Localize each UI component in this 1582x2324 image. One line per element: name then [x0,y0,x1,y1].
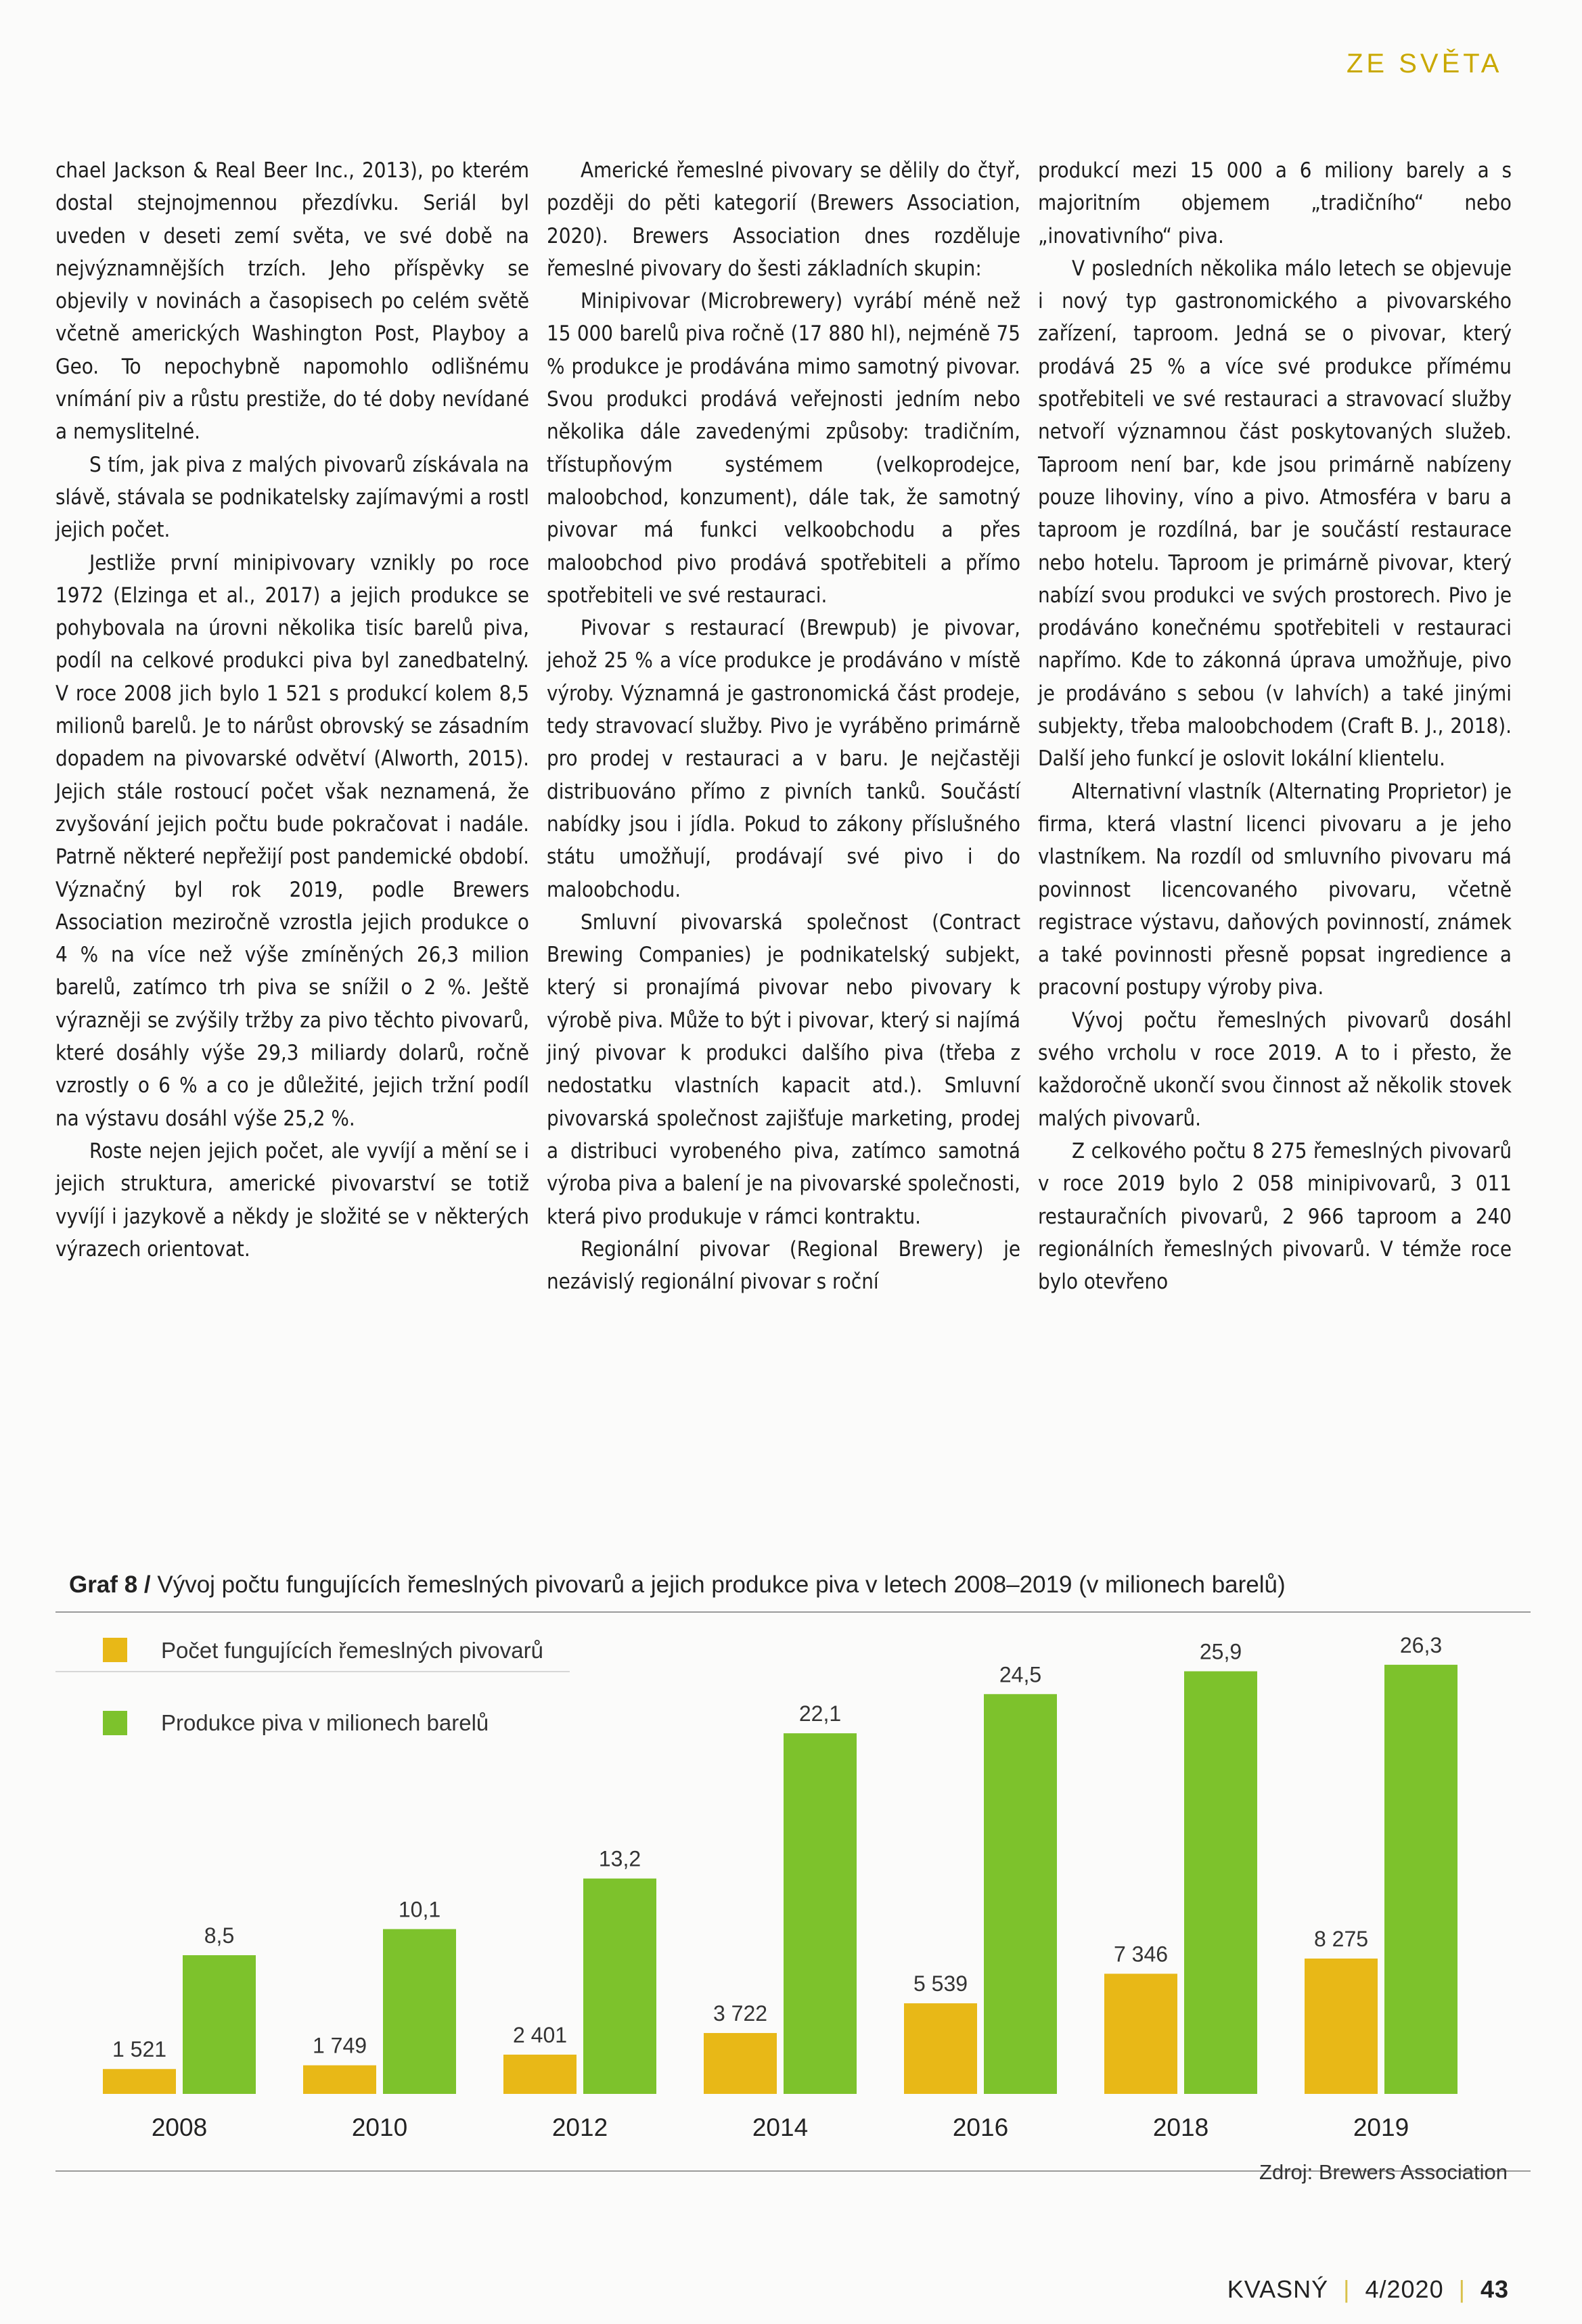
paragraph: Pivovar s restaurací (Brewpub) je pivovar, jehož 25 % a více produkce je prodáváno v místě výroby. Významná je gastronomická část prodeje, tedy stravovací služby. Pivo je vyráběno primárně pro prodej v restauraci a v baru. Je nejčastěji distribuováno přímo z pivních tanků. Součástí nabídky jsou i jídla. Pokud to zákony příslušného státu umožňují, prodávají své pivo i do maloobchodu. [547,616,1020,902]
bar-count [503,2055,577,2094]
data-label-production: 24,5 [999,1662,1042,1687]
x-tick-label: 2016 [952,2114,1009,2141]
bar-count [704,2033,777,2094]
paragraph: V posledních několika málo letech se objevuje i nový typ gastronomického a pivovarského zařízení, taproom. Jedná se o pivovar, který prodává 25 % a více své produkce přímému spotřebiteli ve své restauraci a stravovací služby netvoří významnou část poskytovaných služeb. Taproom není bar, kde jsou primárně nabízeny pouze lihoviny, víno a pivo. Atmosféra v baru a taproom je rozdílná, bar je součástí restaurace nebo hotelu. Taproom je primárně pivovar, který nabízí svou produkci ve svých prostorech. Pivo je prodáváno konečnému spotřebiteli v restauraci napřímo. Kde to zákonná úprava umožňuje, pivo je prodáváno s sebou (v lahvích) a také jinými subjekty, třeba maloobchodem (Craft B. J., 2018). Další jeho funkcí je oslovit lokální klientelu. [1038,256,1512,772]
section-tag: ZE SVĚTA [1347,49,1503,79]
data-label-count: 5 539 [913,1971,968,1996]
legend-swatch-production [103,1711,127,1735]
paragraph: produkcí mezi 15 000 a 6 miliony barely a s majoritním objemem „tradičního“ nebo „inovativního“ piva. [1038,158,1512,248]
paragraph: Regionální pivovar (Regional Brewery) je nezávislý regionální pivovar s roční [547,1236,1020,1295]
data-label-count: 2 401 [512,2022,568,2047]
data-label-production: 13,2 [598,1846,641,1871]
paragraph: Americké řemeslné pivovary se dělily do čtyř, později do pěti kategorií (Brewers Association, 2020). Brewers Association dnes rozděluje řemeslné pivovary do šesti základních skupin: [547,158,1020,281]
legend-swatch-count [103,1638,127,1662]
bar-production [1184,1672,1257,2094]
bar-count [904,2003,977,2094]
paragraph: Smluvní pivovarská společnost (Contract Brewing Companies) je podnikatelský subjekt, který si pronajímá pivovar nebo pivovary k výrobě piva. Může to být i pivovar, který si najímá jiný pivovar k produkci dalšího piva (třeba z nedostatku vlastních kapacit atd.). Smluvní pivovarská společnost zajišťuje marketing, prodej a distribuci vyrobeného piva, zatímco samotná výroba piva a balení je na pivovarské společnosti, která pivo produkuje v rámci kontraktu. [547,910,1020,1229]
issue-number: 4/2020 [1365,2275,1444,2303]
x-tick-label: 2012 [551,2114,608,2141]
paragraph: Alternativní vlastník (Alternating Proprietor) je firma, která vlastní licenci pivovaru a je jeho vlastníkem. Na rozdíl od smluvního pivovaru má povinnost licencovaného pivovaru, včetně registrace výstavu, daňových povinností, známek a také povinnosti přesně popsat ingredience a pracovní postupy výroby piva. [1038,779,1512,1000]
bar-production [183,1955,256,2094]
paragraph: Roste nejen jejich počet, ale vyvíjí a mění se i jejich struktura, americké pivovarství se totiž vyvíjí i jazykově a někdy je složité se v některých výrazech orientovat. [55,1138,529,1261]
footer-separator: | [1458,2275,1466,2303]
text-column-1 [55,154,529,1266]
x-tick-label: 2008 [151,2114,208,2141]
paragraph: Minipivovar (Microbrewery) vyrábí méně než 15 000 barelů piva ročně (17 880 hl), nejméně 75 % produkce je prodávána mimo samotný pivovar. Svou produkci prodává veřejnosti jedním nebo několika dále zavedenými způsoby: tradičním, třístupňovým systémem (velkoprodejce, maloobchod, konzument), dále tak, že samotný pivovar má funkci velkoobchodu a přes maloobchod pivo prodává spotřebiteli a přímo spotřebiteli ve své restauraci. [547,289,1020,608]
paragraph: Jestliže první minipivovary vznikly po roce 1972 (Elzinga et al., 2017) a jejich produkce se pohybovala na úrovni několika tisíc barelů piva, podíl na celkové produkci piva byl zanedbatelný. V roce 2008 jich bylo 1 521 s produkcí kolem 8,5 milionů barelů. Je to nárůst obrovský se zásadním dopadem na pivovarské odvětví (Alworth, 2015). Jejich stále rostoucí počet však neznamená, že zvyšování jejich počtu bude pokračovat i nadále. Patrně některé nepřežijí post pandemické období. Význačný byl rok 2019, podle Brewers Association meziročně vzrostla jejich produkce o 4 % na více než výše zmíněných 26,3 milion barelů, zatímco trh piva se snížil o 2 %. Ještě výrazněji se zvýšily tržby za pivo těchto pivovarů, které dosáhly výše 29,3 miliardy dolarů, ročně vzrostly o 6 % a co je důležité, jejich tržní podíl na výstavu dosáhl výše 25,2 %. [55,550,529,1131]
paragraph: Vývoj počtu řemeslných pivovarů dosáhl svého vrcholu v roce 2019. A to i přesto, že každoročně ukončí svou činnost až několik stovek malých pivovarů. [1038,1008,1512,1131]
data-label-count: 7 346 [1113,1942,1169,1967]
footer-separator: | [1343,2275,1351,2303]
data-label-count: 1 749 [312,2033,367,2058]
paragraph: S tím, jak piva z malých pivovarů získávala na slávě, stávala se podnikatelsky zajímavými a rostl jejich počet. [55,452,529,543]
data-label-count: 3 722 [713,2001,768,2026]
data-label-production: 8,5 [204,1923,235,1948]
data-label-production: 25,9 [1199,1639,1242,1664]
page-footer [1227,2275,1509,2304]
bar-production [383,1929,456,2094]
chart-number: Graf 8 / [69,1571,151,1598]
x-tick-label: 2018 [1152,2114,1209,2141]
x-tick-label: 2010 [351,2114,408,2141]
chart-title-text: Vývoj počtu fungujících řemeslných pivovarů a jejich produkce piva v letech 2008–2019 (v milionech barelů) [157,1571,1286,1598]
chart-source: Zdroj: Brewers Association [1259,2160,1508,2184]
bar-production [1384,1665,1457,2094]
x-tick-label: 2014 [752,2114,809,2141]
bar-count [1104,1973,1177,2094]
bar-chart [55,1611,1531,2172]
bar-production [984,1694,1057,2094]
text-column-3 [1038,154,1512,1298]
text-column-2 [547,154,1020,1298]
chart-title [69,1571,1286,1599]
paragraph: Z celkového počtu 8 275 řemeslných pivovarů v roce 2019 bylo 2 058 minipivovarů, 3 011 restauračních pivovarů, 2 966 taproom a 240 regionálních řemeslných pivovarů. V témže roce bylo otevřeno [1038,1138,1512,1295]
page-number: 43 [1480,2275,1509,2303]
data-label-production: 10,1 [398,1897,441,1922]
bar-count [1305,1959,1378,2094]
bar-production [583,1879,656,2094]
data-label-production: 26,3 [1399,1632,1443,1657]
data-label-production: 22,1 [798,1701,842,1726]
magazine-name: KVASNÝ [1227,2275,1329,2303]
bar-production [784,1733,857,2094]
data-label-count: 8 275 [1313,1927,1369,1951]
data-label-count: 1 521 [112,2037,167,2062]
chart-svg [55,1611,1531,2172]
bar-count [103,2069,176,2094]
bar-count [303,2065,376,2094]
legend-label-production: Produkce piva v milionech barelů [161,1710,489,1735]
paragraph: chael Jackson & Real Beer Inc., 2013), po kterém dostal stejnojmennou přezdívku. Seriál byl uveden v deseti zemí světa, ve své době na nejvýznamnějších trzích. Jeho příspěvky se objevily v novinách a časopisech po celém světě včetně amerických Washington Post, Playboy a Geo. To nepochybně napomohlo odlišnému vnímání piv a růstu prestiže, do té doby nevídané a nemyslitelné. [55,158,529,445]
legend-label-count: Počet fungujících řemeslných pivovarů [161,1638,543,1663]
x-tick-label: 2019 [1353,2114,1409,2141]
